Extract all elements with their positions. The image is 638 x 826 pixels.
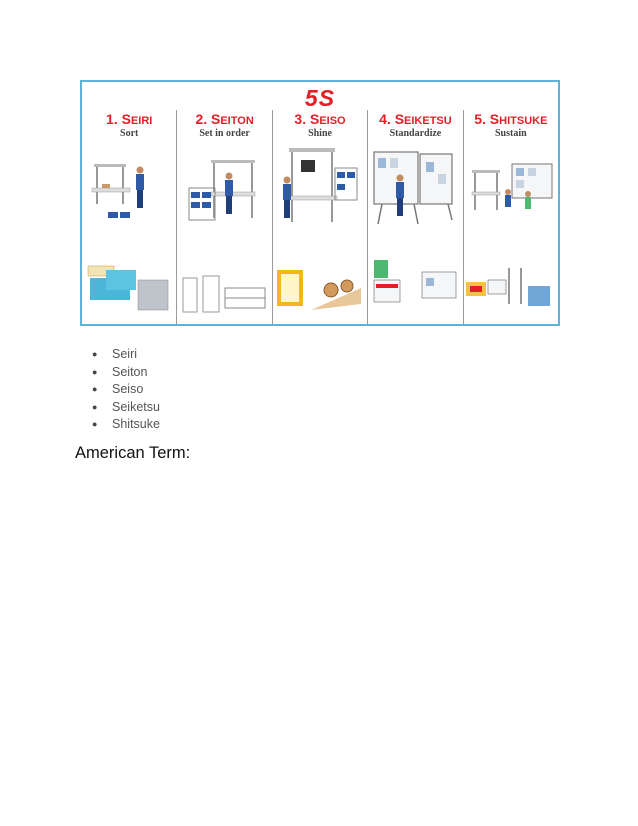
step-heading: 2. SEITON (195, 111, 254, 127)
cleaning-station-illustration (273, 140, 368, 326)
step-column-shitsuke (464, 110, 558, 324)
step-heading: 1. SEIRI (106, 111, 153, 127)
step-column-seiketsu (368, 110, 463, 324)
list-item: ● Seiketsu (92, 399, 160, 417)
step-heading: 5. SHITSUKE (474, 111, 548, 127)
bullet-icon: ● (92, 401, 98, 412)
five-s-list (92, 346, 160, 434)
visual-board-illustration (368, 140, 463, 326)
step-heading: 4. SEIKETSU (379, 111, 452, 127)
list-item: ● Seiton (92, 364, 160, 382)
list-item: ● Seiri (92, 346, 160, 364)
step-subtitle: Standardize (389, 128, 442, 139)
five-s-figure (80, 80, 560, 326)
workbench-illustration (82, 140, 177, 326)
section-heading: American Term: (75, 444, 191, 462)
bullet-icon: ● (92, 349, 98, 359)
list-item: ● Shitsuke (92, 416, 160, 434)
list-item: ● Seiso (92, 381, 160, 399)
bullet-icon: ● (92, 419, 98, 429)
step-subtitle: Set in order (199, 128, 250, 139)
step-subtitle: Sustain (494, 128, 527, 139)
step-column-seiri (82, 110, 177, 324)
step-column-seiton (177, 110, 272, 324)
step-subtitle: Shine (308, 128, 332, 139)
step-heading: 3. SEISO (294, 111, 346, 127)
figure-title: 5S (304, 85, 336, 111)
bullet-icon: ● (92, 366, 98, 377)
step-column-seiso (273, 110, 368, 324)
step-subtitle: Sort (120, 128, 139, 139)
bullet-icon: ● (92, 384, 98, 394)
team-review-illustration (464, 140, 559, 326)
storage-rack-illustration (177, 140, 272, 326)
step-columns (82, 110, 558, 324)
